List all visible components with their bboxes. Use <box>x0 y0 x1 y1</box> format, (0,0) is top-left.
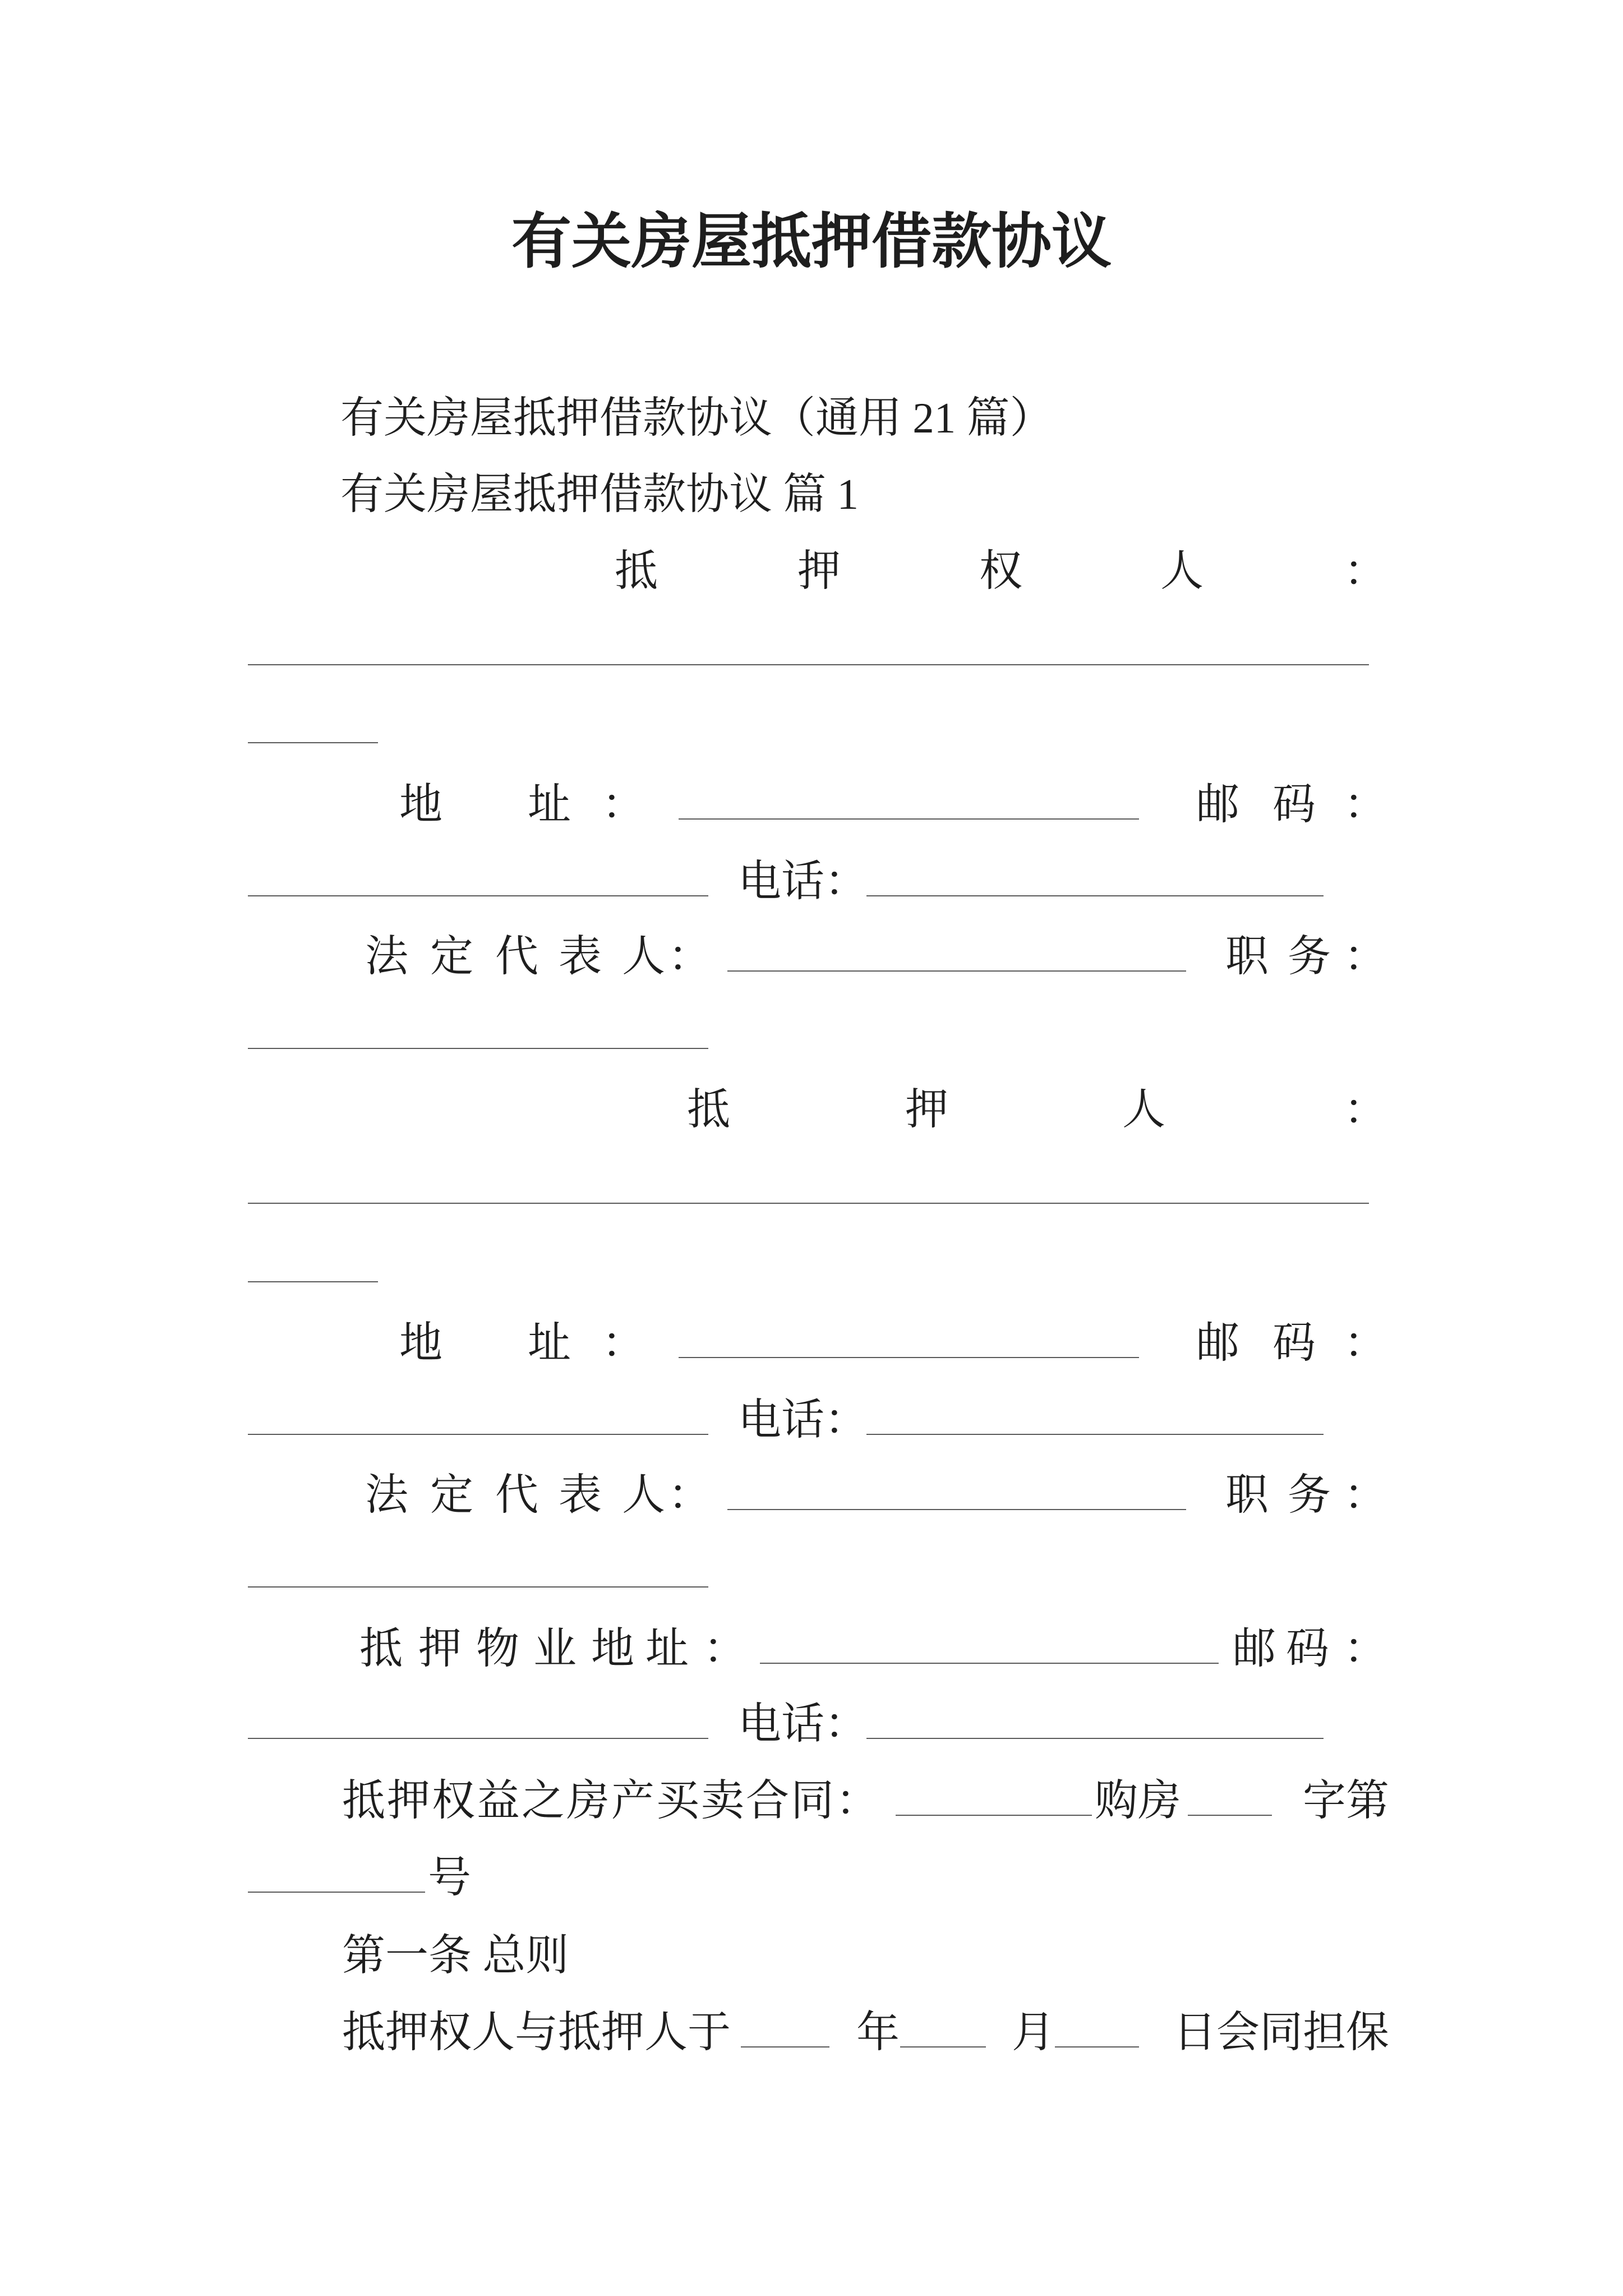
mortgagor-position-label-char: ： <box>1344 1471 1387 1519</box>
property-phone-line <box>0 1696 1623 1752</box>
property-address-line <box>0 1621 1623 1677</box>
mortgagee-postcode-label-char: ： <box>1344 780 1387 829</box>
mortgagee-legal-rep-label-char: 定 <box>430 932 473 981</box>
property-address-label-char: 地 <box>591 1625 634 1673</box>
mortgagee-label-char: 人 <box>1160 547 1204 595</box>
mortgagor-legal-rep-label-char: 定 <box>430 1471 473 1519</box>
article-1-body-end: 日会同担保 <box>1173 2008 1389 2056</box>
property-phone-label: 电话： <box>738 1700 868 1748</box>
mortgagee-postcode-label-char: 码 <box>1272 780 1316 829</box>
mortgagor-address-label-char: 址 <box>528 1319 571 1367</box>
article-heading: 有关房屋抵押借款协议 篇 1 <box>340 470 859 518</box>
mortgagee-phone-line <box>0 853 1623 909</box>
mortgagee-legal-rep-label-char: 代 <box>495 932 538 981</box>
mortgagee-label-char: 抵 <box>615 547 658 595</box>
mortgagor-postcode-blank <box>248 1434 708 1435</box>
mortgagee-name-blank-continued <box>248 742 378 743</box>
mortgagee-legal-rep-label-char: 法 <box>365 932 408 981</box>
mortgagor-postcode-label-char: ： <box>1344 1319 1387 1367</box>
contract-prefix-blank <box>896 1815 1092 1816</box>
property-address-label-char: 抵 <box>359 1625 403 1673</box>
property-address-label-char: 押 <box>418 1625 462 1673</box>
mortgagee-phone-label: 电话： <box>738 857 868 905</box>
mortgagee-postcode-label <box>0 776 1623 832</box>
property-address-label-char: ： <box>703 1625 746 1673</box>
mortgagor-legal-rep-label-char: 代 <box>495 1471 538 1519</box>
mortgagor-position-blank <box>248 1586 708 1588</box>
mortgagor-label-char: 抵 <box>687 1085 730 1134</box>
mortgagor-label-char: 押 <box>905 1085 948 1134</box>
mortgagor-phone-blank <box>866 1434 1324 1435</box>
mortgagee-label-line <box>0 543 1623 599</box>
mortgagee-phone-blank <box>866 895 1324 896</box>
day-blank <box>1055 2046 1139 2047</box>
mortgagee-name-blank <box>248 664 1369 665</box>
mortgagor-phone-label: 电话： <box>738 1396 868 1444</box>
property-postcode-label-char: 邮 <box>1233 1625 1276 1673</box>
contract-purchase-word: 购房 <box>1095 1777 1181 1825</box>
mortgagee-position-label-char: 职 <box>1225 932 1269 981</box>
month-blank <box>900 2046 986 2047</box>
mortgagor-address-label-char: 地 <box>399 1319 442 1367</box>
mortgagor-phone-line <box>0 1392 1623 1448</box>
property-address-label-char: 物 <box>476 1625 519 1673</box>
mortgagee-legal-rep-line <box>0 928 1623 984</box>
mortgagor-address-label-char: ： <box>602 1319 645 1367</box>
property-postcode-label <box>0 1621 1623 1677</box>
contract-number-line <box>0 1849 1623 1906</box>
contract-number-suffix: 号 <box>428 1853 471 1902</box>
mortgagee-position-label <box>0 928 1623 984</box>
contract-number-blank <box>248 1892 425 1893</box>
mortgagor-name-blank <box>248 1203 1369 1204</box>
property-address-label-char: 址 <box>645 1625 689 1673</box>
mortgagee-label-char: ： <box>1344 547 1387 595</box>
article-1-heading: 第一条 总则 <box>342 1931 569 1980</box>
mortgagor-position-label-char: 职 <box>1225 1471 1269 1519</box>
property-phone-blank <box>866 1738 1324 1739</box>
mortgagee-legal-rep-label-char: ： <box>668 932 711 981</box>
property-postcode-blank <box>248 1738 708 1739</box>
mortgagor-position-label <box>0 1467 1623 1523</box>
mortgagee-position-label-char: ： <box>1344 932 1387 981</box>
document-title: 有关房屋抵押借款协议 <box>511 209 1112 275</box>
year-blank <box>741 2046 829 2047</box>
mortgagor-label-line <box>0 1082 1623 1138</box>
month-label: 月 <box>1012 2008 1055 2056</box>
mortgagor-legal-rep-label-char: 法 <box>365 1471 408 1519</box>
mortgagee-postcode-blank <box>248 895 708 896</box>
article-1-heading-line <box>0 1927 1623 1984</box>
mortgagee-label-char: 押 <box>797 547 841 595</box>
mortgagor-address-line <box>0 1315 1623 1371</box>
article-1-body-start: 抵押权人与抵押人于 <box>342 2008 731 2056</box>
mortgagor-label-char: 人 <box>1122 1085 1165 1134</box>
mortgagee-position-blank <box>248 1048 708 1049</box>
contract-label: 抵押权益之房产买卖合同： <box>342 1777 880 1825</box>
contract-word-blank <box>1188 1815 1272 1816</box>
property-postcode-label-char: ： <box>1344 1625 1387 1673</box>
mortgagee-address-label-char: 地 <box>399 780 442 829</box>
collection-heading: 有关房屋抵押借款协议（通用 21 篇） <box>340 394 1053 442</box>
mortgagee-position-label-char: 务 <box>1288 932 1331 981</box>
mortgagor-label-char: ： <box>1344 1085 1387 1134</box>
mortgagee-legal-rep-label-char: 表 <box>559 932 602 981</box>
mortgagor-postcode-label <box>0 1315 1623 1371</box>
mortgagee-address-label-char: ： <box>602 780 645 829</box>
mortgagor-legal-rep-label-char: ： <box>668 1471 711 1519</box>
collection-heading-line <box>0 390 1623 446</box>
mortgagor-position-label-char: 务 <box>1288 1471 1331 1519</box>
year-label: 年 <box>856 2008 900 2056</box>
property-address-label-char: 业 <box>533 1625 577 1673</box>
mortgagor-legal-rep-label-char: 表 <box>559 1471 602 1519</box>
mortgagee-postcode-label-char: 邮 <box>1196 780 1239 829</box>
contract-line <box>0 1773 1623 1829</box>
mortgagee-address-line <box>0 776 1623 832</box>
article-heading-line <box>0 466 1623 522</box>
mortgagee-label <box>0 543 1623 599</box>
mortgagor-legal-rep-line <box>0 1467 1623 1523</box>
mortgagor-label <box>0 1082 1623 1138</box>
mortgagor-postcode-label-char: 码 <box>1272 1319 1316 1367</box>
mortgagee-address-label-char: 址 <box>528 780 571 829</box>
article-1-body-line <box>0 2004 1623 2060</box>
property-postcode-label-char: 码 <box>1286 1625 1329 1673</box>
mortgagee-label-char: 权 <box>979 547 1022 595</box>
mortgagor-postcode-label-char: 邮 <box>1196 1319 1239 1367</box>
mortgagee-legal-rep-label-char: 人 <box>622 932 665 981</box>
mortgagor-legal-rep-label-char: 人 <box>622 1471 665 1519</box>
mortgagor-name-blank-continued <box>248 1281 378 1282</box>
contract-number-word: 字第 <box>1303 1777 1389 1825</box>
